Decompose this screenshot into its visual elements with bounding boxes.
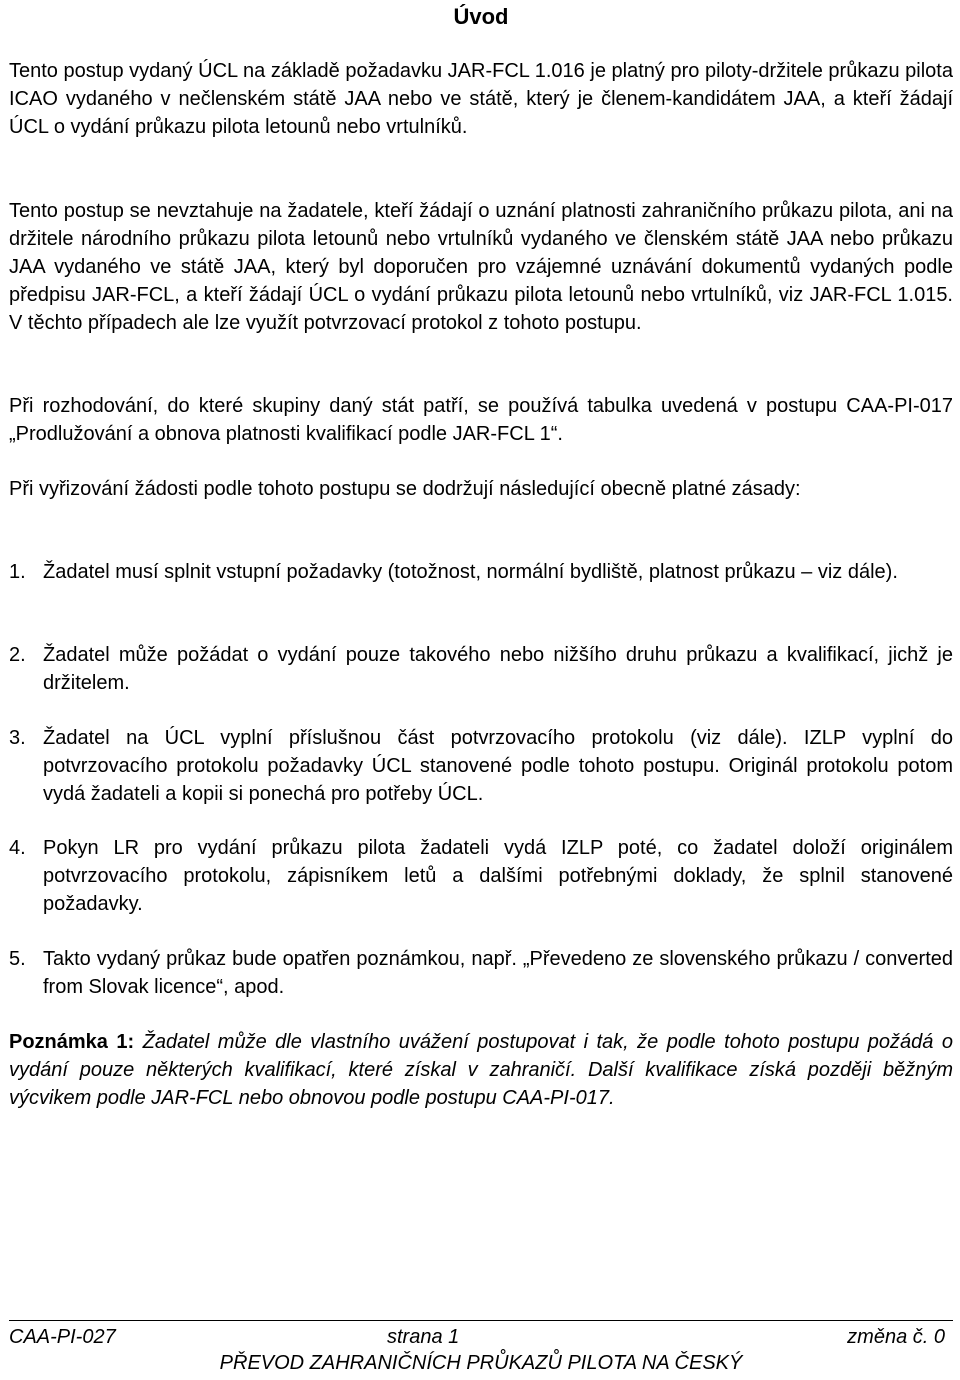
list-item [9, 945, 953, 1001]
footer-document-code: CAA-PI-027 [9, 1326, 116, 1348]
footer [9, 1324, 953, 1350]
list-item [9, 834, 953, 918]
list-item [9, 724, 953, 808]
list-item [9, 558, 953, 586]
list-item-number: 4. [9, 837, 26, 859]
list-item-text: Žadatel může požádat o vydání pouze takového nebo nižšího druhu průkazu a kvalifikací, jichž je držitelem. [43, 644, 953, 694]
list-item [9, 641, 953, 697]
footer-document-title: PŘEVOD ZAHRANIČNÍCH PRŮKAZŮ PILOTA NA ČESKÝ [219, 1352, 743, 1374]
footer-page-number: strana 1 [387, 1326, 460, 1348]
list-item-text: Pokyn LR pro vydání průkazu pilota žadateli vydá IZLP poté, co žadatel doloží originálem potvrzovacího protokolu, zápisníkem letů a dalšími potřebnými doklady, že splnil stanovené požadavky. [43, 837, 953, 915]
scope-paragraph: Tento postup se nevztahuje na žadatele, kteří žádají o uznání platnosti zahraničního průkazu pilota, ani na držitele národního průkazu pilota letounů nebo vrtulníků vydaného ve členském státě JAA nebo průkazu JAA vydaného ve státě JAA, který byl doporučen pro vzájemné uznávání dokumentů vydaných podle předpisu JAR-FCL, a kteří žádají ÚCL o vydání průkazu pilota letounů nebo vrtulníků, viz JAR-FCL 1.015. V těchto případech ale lze využít potvrzovací protokol z tohoto postupu. [9, 200, 953, 334]
list-item-number: 3. [9, 727, 26, 749]
list-item-text: Žadatel musí splnit vstupní požadavky (totožnost, normální bydliště, platnost průkazu – viz dále). [43, 561, 898, 583]
note-label: Poznámka 1: [9, 1031, 135, 1053]
note-text: Žadatel může dle vlastního uvážení postupovat i tak, že podle tohoto postupu požádá o vydání pouze některých kvalifikací, které získal v zahraničí. Další kvalifikace získá později běžným výcvikem podle JAR-FCL nebo obnovou podle postupu CAA-PI-017. [9, 1031, 954, 1109]
list-item-number: 2. [9, 644, 26, 666]
footer-divider [9, 1320, 953, 1321]
list-item-text: Takto vydaný průkaz bude opatřen poznámkou, např. „Převedeno ze slovenského průkazu / converted from Slovak licence“, apod. [43, 948, 953, 998]
note-paragraph [9, 1028, 953, 1112]
principles-paragraph: Při vyřizování žádosti podle tohoto postupu se dodržují následující obecně platné zásady: [9, 478, 801, 500]
page-title: Úvod [453, 4, 509, 29]
list-item-text: Žadatel na ÚCL vyplní příslušnou část potvrzovacího protokolu (viz dále). IZLP vyplní do potvrzovacího protokolu požadavky ÚCL stanovené podle tohoto postupu. Originál protokolu potom vydá žadateli a kopii si ponechá pro potřeby ÚCL. [43, 727, 953, 805]
list-item-number: 5. [9, 948, 26, 970]
footer-change-number: změna č. 0 [847, 1326, 945, 1348]
intro-paragraph: Tento postup vydaný ÚCL na základě požadavku JAR-FCL 1.016 je platný pro piloty-držitele průkazu pilota ICAO vydaného v nečlenském státě JAA nebo ve státě, který je členem-kandidátem JAA, a kteří žádají ÚCL o vydání průkazu pilota letounů nebo vrtulníků. [9, 60, 953, 138]
group-paragraph: Při rozhodování, do které skupiny daný stát patří, se používá tabulka uvedená v postupu CAA-PI-017 „Prodlužování a obnova platnosti kvalifikací podle JAR-FCL 1“. [9, 395, 953, 445]
list-item-number: 1. [9, 561, 26, 583]
